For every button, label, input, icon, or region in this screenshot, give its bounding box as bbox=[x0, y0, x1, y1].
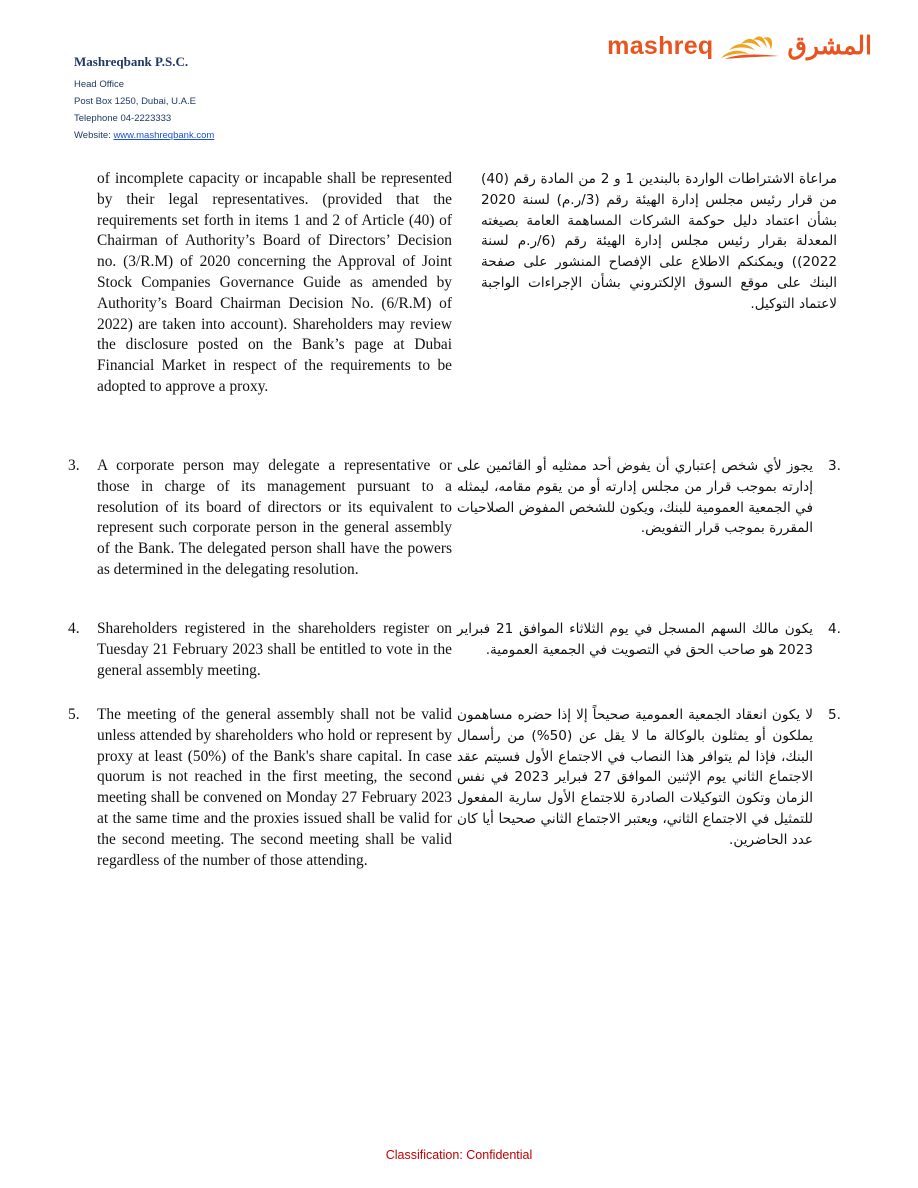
item-text: Shareholders registered in the shareholders register on Tuesday 21 February 2023 shall be entitled to vote in the general assembly meeting. bbox=[97, 620, 452, 679]
item-number: 5. bbox=[828, 707, 841, 723]
item-text: يجوز لأي شخص إعتباري أن يفوض أحد ممثليه أو القائمين على إدارته بموجب قرار من مجلس إدارته أو من يقوم مقامه، ليمثله في الجمعية العمومية للبنك، ويكون للشخص المفوض الصلاحيات المقررة بموجب قرار التفويض. bbox=[457, 458, 813, 537]
english-continuation bbox=[68, 169, 452, 398]
head-office: Head Office bbox=[74, 79, 124, 90]
sunburst-icon bbox=[719, 32, 781, 60]
telephone: Telephone 04-2223333 bbox=[74, 113, 172, 124]
item-number: 3. bbox=[828, 458, 841, 474]
item-number: 3. bbox=[68, 457, 80, 474]
arabic-continuation bbox=[481, 169, 837, 315]
item-number: 4. bbox=[828, 621, 841, 637]
arabic-item-4 bbox=[457, 619, 841, 661]
item-text: A corporate person may delegate a representative or those in charge of its management pursuant to a resolution of its board of directors or its equivalent to represent such corporate person in the general assembly of the Bank. The delegated person shall have the powers as determined in the delegating resolution. bbox=[97, 457, 452, 578]
item-number: 4. bbox=[68, 620, 80, 637]
english-item-4 bbox=[68, 619, 452, 681]
arabic-item-5 bbox=[457, 705, 841, 851]
website-label: Website: bbox=[74, 130, 114, 141]
mashreq-logo bbox=[607, 28, 872, 64]
letterhead bbox=[74, 54, 214, 144]
arabic-continuation-text: مراعاة الاشتراطات الواردة بالبندين 1 و 2 من المادة رقم (40) من قرار رئيس مجلس إدارة الهيئة رقم (3/ر.م) لسنة 2020 بشأن اعتماد دليل حوكمة الشركات المساهمة العامة بصيغته المعدلة بقرار رئيس مجلس إدارة الهيئة رقم (6/ر.م لسنة 2022)) ويمكنكم الاطلاع على الإفصاح المنشور على صفحة البنك على موقع السوق الإلكتروني بشأن الإجراءات الواجبة لاعتماد التوكيل. bbox=[481, 171, 837, 312]
company-name: Mashreqbank P.S.C. bbox=[74, 54, 189, 69]
logo-text-en: mashreq bbox=[607, 31, 714, 60]
classification-label: Classification: Confidential bbox=[385, 1148, 533, 1162]
address: Post Box 1250, Dubai, U.A.E bbox=[74, 96, 196, 107]
website-link[interactable]: www.mashreqbank.com bbox=[113, 130, 215, 141]
arabic-item-3 bbox=[457, 456, 841, 539]
english-item-5 bbox=[68, 705, 452, 871]
item-number: 5. bbox=[68, 706, 80, 723]
english-continuation-text: of incomplete capacity or incapable shall be represented by their legal representatives. (provided that the requirements set forth in items 1 and 2 of Article (40) of Chairman of Authority’s Board of Directors’ Decision no. (3/R.M) of 2020 concerning the Approval of Joint Stock Companies Governance Guide as amended by Authority’s Board Chairman Decision No. (6/R.M) of 2022) are taken into account). Shareholders may review the disclosure posted on the Bank’s page at Dubai Financial Market in respect of the requirements to be adopted to approve a proxy. bbox=[97, 170, 452, 395]
item-text: يكون مالك السهم المسجل في يوم الثلاثاء الموافق 21 فبراير 2023 هو صاحب الحق في التصويت في الجمعية العمومية. bbox=[457, 621, 813, 658]
item-text: لا يكون انعقاد الجمعية العمومية صحيحاً إلا إذا حضره مساهمون يملكون أو يمثلون بالوكالة ما لا يقل عن (50%) من رأسمال البنك، فإذا لم يتوافر هذا النصاب في الاجتماع الأول فسيتم عقد الاجتماع الثاني يوم الإثنين الموافق 27 فبراير 2023 في نفس الزمان وتكون التوكيلات الصادرة للاجتماع الأول سارية المفعول للتمثيل في الاجتماع الثاني، ويعتبر الاجتماع الثاني صحيحا أيا كان عدد الحاضرين. bbox=[457, 707, 814, 848]
website-line bbox=[74, 127, 214, 144]
english-item-3 bbox=[68, 456, 452, 581]
item-text: The meeting of the general assembly shall not be valid unless attended by shareholders who hold or represent by proxy at least (50%) of the Bank's share capital. In case quorum is not reached in the first meeting, the second meeting shall be convened on Monday 27 February 2023 at the same time and the proxies issued shall be valid for the second meeting. The second meeting shall be valid regardless of the number of those attending. bbox=[97, 706, 452, 869]
logo-text-ar: المشرق bbox=[787, 32, 872, 60]
